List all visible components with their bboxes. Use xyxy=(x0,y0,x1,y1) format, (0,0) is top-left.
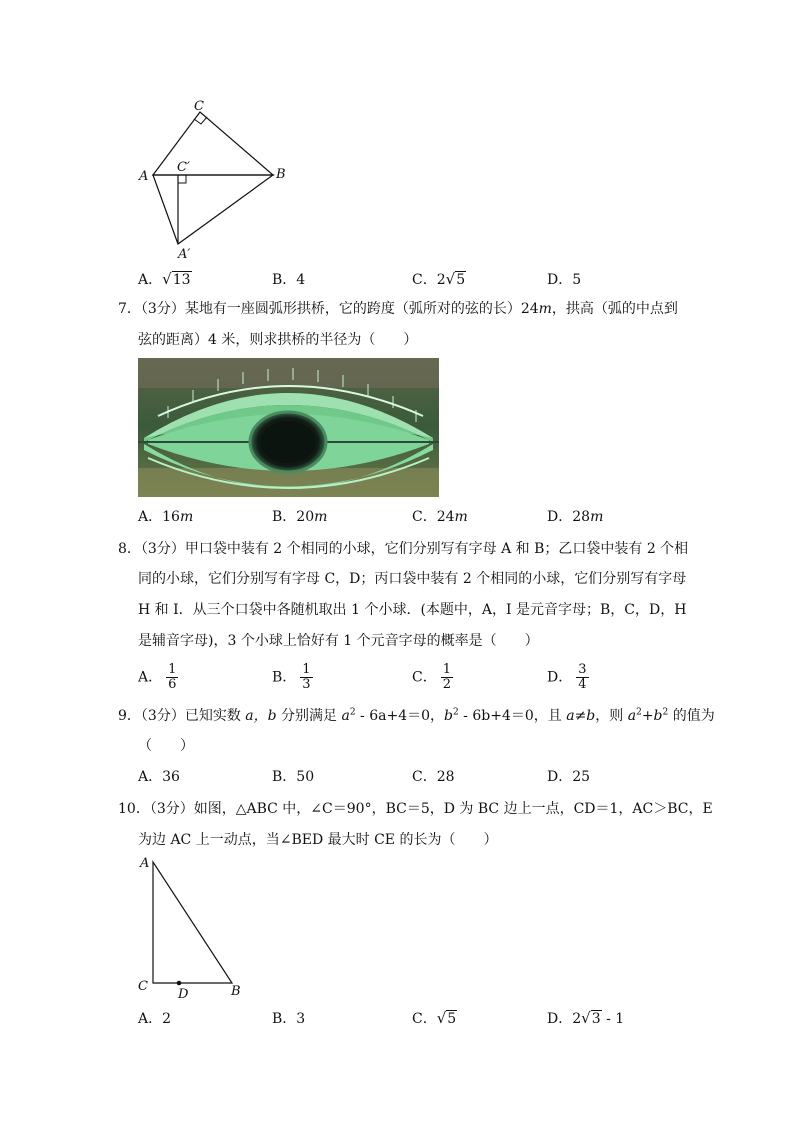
q10-triangle-abc xyxy=(153,862,232,983)
q8-option-d-den: 4 xyxy=(578,677,587,692)
q8-stem-line2: 同的小球，它们分别写有字母 C，D；丙口袋中装有 2 个相同的小球，它们分别写有字母 xyxy=(138,571,687,587)
q7-option-a-value: 16 xyxy=(162,509,180,525)
q9-option-a-value: 36 xyxy=(162,769,180,785)
q6-option-b-letter: B． xyxy=(272,272,297,288)
q9-option-a[interactable] xyxy=(138,767,180,787)
q7-option-a[interactable] xyxy=(138,507,193,527)
q10-option-c-letter: C． xyxy=(412,1011,437,1027)
q8-option-c[interactable] xyxy=(412,663,453,692)
q10-option-c[interactable]: C． √ 5 xyxy=(412,1009,457,1027)
q10-option-d-value: 3 xyxy=(591,1011,601,1027)
q6-option-a-value: 13 xyxy=(172,272,191,288)
q7-option-d-unit: m xyxy=(590,509,604,525)
q6-option-d-value: 5 xyxy=(572,272,582,288)
q6-label-cprime: C′ xyxy=(177,160,190,175)
q6-option-d[interactable] xyxy=(547,270,581,290)
q8-option-d-letter: D． xyxy=(547,669,573,686)
q7-option-d-letter: D． xyxy=(547,509,573,525)
q9-option-a-letter: A． xyxy=(138,769,163,785)
q7-option-b-unit: m xyxy=(314,509,328,525)
q9-option-c-value: 28 xyxy=(436,769,455,785)
q6-option-c-prefix: 2 xyxy=(436,272,446,288)
q8-option-a-den: 6 xyxy=(168,677,177,692)
q7-option-c-unit: m xyxy=(454,509,468,525)
q6-option-b-value: 4 xyxy=(296,272,306,288)
q7-option-c-value: 24 xyxy=(436,509,455,525)
q6-option-c-letter: C． xyxy=(412,272,437,288)
q7-stem-line2: 弦的距离）4 米，则求拱桥的半径为（ ） xyxy=(138,332,418,348)
q7-option-a-unit: m xyxy=(179,509,194,525)
q8-option-b-num: 1 xyxy=(302,662,311,677)
q9-option-d-value: 25 xyxy=(572,769,591,785)
q6-figure xyxy=(130,98,300,263)
q9-option-b[interactable] xyxy=(272,767,314,787)
q8-option-c-den: 2 xyxy=(442,677,451,692)
q7-option-d-value: 28 xyxy=(572,509,591,525)
q8-option-b[interactable] xyxy=(272,663,313,692)
q7-option-b[interactable] xyxy=(272,507,327,527)
q10-option-d-prefix: 2 xyxy=(572,1011,582,1027)
q8-option-a-letter: A． xyxy=(138,669,163,686)
q7-option-c[interactable] xyxy=(412,507,468,527)
q10-point-d xyxy=(177,981,182,986)
q9-option-c-letter: C． xyxy=(412,769,437,785)
q8-stem-line4: 是辅音字母)，3 个小球上恰好有 1 个元音字母的概率是（ ） xyxy=(138,633,539,649)
q8-option-d[interactable] xyxy=(547,663,589,692)
q10-option-a[interactable] xyxy=(138,1009,171,1029)
q8-stem-line1: 8．（3分）甲口袋中装有 2 个相同的小球，它们分别写有字母 A 和 B；乙口袋中装有 2 个相 xyxy=(118,541,689,557)
q10-label-b: B xyxy=(231,984,241,999)
q10-option-a-value: 2 xyxy=(162,1011,172,1027)
q10-option-b-value: 3 xyxy=(296,1011,306,1027)
q9-stem-line1: 9．（3分）已知实数 a，b 分别满足 $a^2 - 6a+4=0$，$b^2 - 6b+4=0$，且 a≠b，则 $a^2+b^2$ 的值为 xyxy=(118,707,715,724)
q9-option-b-value: 50 xyxy=(296,769,315,785)
q8-option-a-num: 1 xyxy=(168,662,177,677)
q10-label-c: C xyxy=(138,979,148,994)
q10-option-d-letter: D． xyxy=(547,1011,573,1027)
q8-option-d-num: 3 xyxy=(578,662,587,677)
q6-option-a[interactable]: A． √ 13 xyxy=(138,270,191,288)
q6-label-aprime: A′ xyxy=(178,247,191,262)
q6-option-b[interactable] xyxy=(272,270,305,290)
q6-option-a-letter: A． xyxy=(138,272,163,288)
q6-option-c[interactable]: C．2 √ 5 xyxy=(412,270,466,288)
q8-option-b-letter: B． xyxy=(272,669,297,686)
q7-bridge-photo xyxy=(138,358,439,497)
q7-option-b-value: 20 xyxy=(296,509,315,525)
q10-option-a-letter: A． xyxy=(138,1011,163,1027)
q10-figure xyxy=(132,852,252,1002)
q8-stem-line3: H 和 I．从三个口袋中各随机取出 1 个小球．(本题中，A，I 是元音字母；B，C，D，H xyxy=(138,602,687,618)
q6-label-a: A xyxy=(139,169,149,184)
q6-option-d-letter: D． xyxy=(547,272,573,288)
q8-option-c-num: 1 xyxy=(442,662,451,677)
q6-option-c-value: 5 xyxy=(456,272,466,288)
q10-option-b[interactable] xyxy=(272,1009,305,1029)
q10-label-a: A xyxy=(140,856,150,871)
q6-triangle-aprime xyxy=(153,175,273,244)
q6-triangle-abc xyxy=(153,112,273,175)
q10-option-b-letter: B． xyxy=(272,1011,297,1027)
q9-option-b-letter: B． xyxy=(272,769,297,785)
q7-option-b-letter: B． xyxy=(272,509,297,525)
q10-option-d[interactable]: D．2 √ 3 - 1 xyxy=(547,1009,625,1027)
q7-option-a-letter: A． xyxy=(138,509,163,525)
q10-stem-line2: 为边 AC 上一动点，当∠BED 最大时 CE 的长为（ ） xyxy=(138,832,498,848)
q9-stem-line2: （ ） xyxy=(138,738,194,754)
q9-option-d[interactable] xyxy=(547,767,590,787)
q10-option-c-value: 5 xyxy=(447,1011,457,1027)
q6-label-c: C xyxy=(194,99,204,114)
q10-label-d: D xyxy=(178,987,189,1002)
q7-option-d[interactable] xyxy=(547,507,603,527)
q9-option-d-letter: D． xyxy=(547,769,573,785)
q7-stem-line1: 7．（3分）某地有一座圆弧形拱桥，它的跨度（弧所对的弦的长）24m，拱高（弧的中点到 xyxy=(118,301,678,317)
q8-option-b-den: 3 xyxy=(302,677,311,692)
q9-option-c[interactable] xyxy=(412,767,455,787)
q10-option-d-suffix: - 1 xyxy=(601,1011,625,1027)
q6-label-b: B xyxy=(276,167,286,182)
q10-stem-line1: 10．（3分）如图，△ABC 中，∠C＝90°，BC＝5，D 为 BC 边上一点，CD＝1，AC＞BC，E xyxy=(118,801,713,817)
q8-option-c-letter: C． xyxy=(412,669,437,686)
q8-option-a[interactable] xyxy=(138,663,178,692)
q7-option-c-letter: C． xyxy=(412,509,437,525)
q6-right-angle-cprime xyxy=(178,175,186,183)
